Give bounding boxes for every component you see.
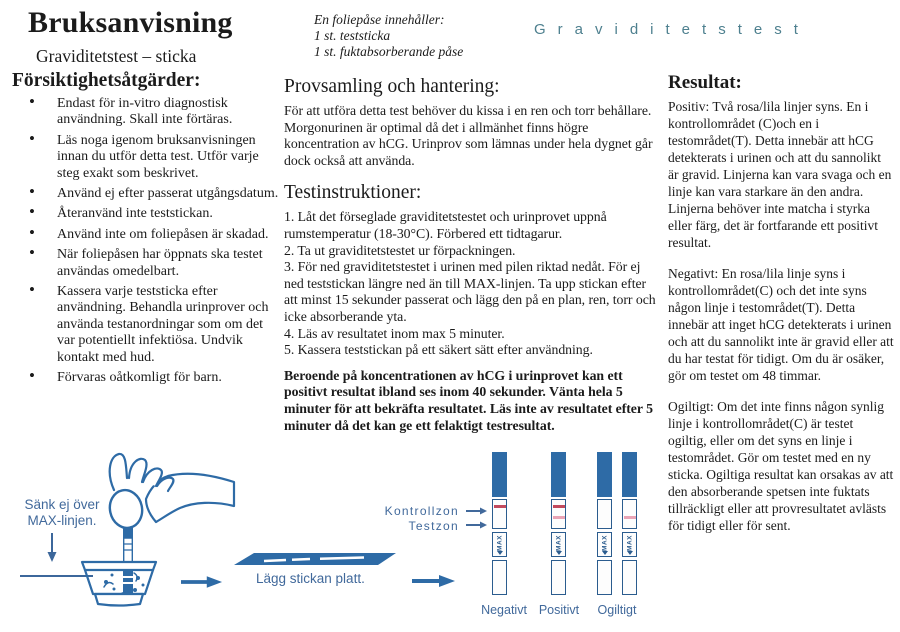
max-label: MAX <box>555 534 562 551</box>
stick-blue-top <box>597 452 612 497</box>
right-arrow-icon <box>181 575 223 589</box>
stick-caption-invalid: Ogiltigt <box>597 603 637 617</box>
stick-handle <box>597 560 612 595</box>
lay-flat-label: Lägg stickan platt. <box>256 571 365 586</box>
test-line <box>624 516 636 519</box>
precautions-section <box>12 70 280 391</box>
precautions-list <box>12 96 280 387</box>
precaution-item: • Endast för in-vitro diagnostisk användning. Skall inte förtäras. <box>12 96 280 129</box>
timing-warning-note: Beroende på koncentrationen av hCG i urinprovet kan ett positivt resultat ibland ses inom 40 sekunder. Vänta hela 5 minuter för att bekräfta resultatet. Läs inte av resultatet efter 5 minuter då det kan ge ett felaktigt testresultat. <box>284 367 653 433</box>
result-negative-text: Negativt: En rosa/lila linje syns i kontrollområdet(C) och det inte syns någon linje i testområdet(T). Detta innebär att inget hCG detekterats i urinen och att du sannolikt inte är gravid eller att du har testat för tidigt. Om du är osäker, gör om testet om 48 timmar. <box>668 266 894 383</box>
precaution-item: • Använd inte om foliepåsen är skadad. <box>12 227 280 243</box>
result-positive-text: Positiv: Två rosa/lila linjer syns. En i kontrollområdet (C)och en i testområdet(T). Detta innebär att hCG detekterats i urinen och att du sannolikt är gravid. Linjerna kan vara svaga och en linje kan vara starkare än den andra. Linjerna behöver inte matcha i styrka eller färg, det är fortfarande ett positivt resultat. <box>668 99 892 250</box>
test-stick-positive <box>551 452 566 598</box>
test-stick-invalid-testline-only <box>622 452 637 598</box>
page-subtitle: Graviditetstest – sticka <box>36 46 197 66</box>
result-window <box>551 499 566 529</box>
test-stick-invalid-blank <box>597 452 612 598</box>
precaution-item: • Kassera varje teststicka efter användning. Behandla urinprover och använda testanordningar som om det var potentiellt infektiösa. Undvik kontakt med hud. <box>12 284 280 366</box>
test-stick-negative <box>492 452 507 598</box>
results-section <box>668 72 894 548</box>
pouch-note-line: 1 st. teststicka <box>314 28 391 43</box>
stick-caption-positive: Positivt <box>538 603 580 617</box>
brand-wordmark: Graviditetstest <box>534 21 810 38</box>
stick-blue-top <box>551 452 566 497</box>
zone-pointer-arrow-icon <box>466 521 488 529</box>
right-arrow-icon <box>412 574 456 588</box>
zone-pointer-arrow-icon <box>466 507 488 515</box>
instruction-step: 4. Läs av resultatet inom max 5 minuter. <box>284 325 505 341</box>
control-line <box>553 505 565 508</box>
precaution-item: • Läs noga igenom bruksanvisningen innan du utför detta test. Utför varje steg exakt som beskrivet. <box>12 133 280 182</box>
max-label: MAX <box>626 534 633 551</box>
cup-body <box>85 570 153 594</box>
max-label: MAX <box>496 534 503 551</box>
results-heading: Resultat: <box>668 72 742 93</box>
pouch-note-line: En foliepåse innehåller: <box>314 12 445 27</box>
max-box <box>622 532 637 557</box>
page-title: Bruksanvisning <box>28 6 233 39</box>
instruction-step: 1. Låt det förseglade graviditetstestet och urinprovet uppnå rumstemperatur (18-30°C). Förbered ett tidtagarur. <box>284 209 607 241</box>
result-window <box>622 499 637 529</box>
stick-handle <box>492 560 507 595</box>
instructions-heading: Testinstruktioner: <box>284 182 422 204</box>
stick-blue-top <box>622 452 637 497</box>
pouch-contents-note <box>314 12 463 60</box>
test-line <box>553 516 565 519</box>
max-line-warning-label: Sänk ej över MAX-linjen. <box>24 497 100 528</box>
instruction-step: 2. Ta ut graviditetstestet ur förpackningen. <box>284 242 516 258</box>
sampling-body: För att utföra detta test behöver du kissa i en ren och torr behållare. Morgonurinen är optimal då det i allmänhet finns högre koncentration av hCG. Urinprov som lämnas under hela dygnet går dock också att använda. <box>284 103 653 168</box>
thumb <box>106 487 145 531</box>
stick-blue-top <box>492 452 507 497</box>
result-window <box>597 499 612 529</box>
control-line <box>494 505 506 508</box>
stick-caption-negative: Negativt <box>481 603 527 617</box>
instruction-step: 3. För ned graviditetstestet i urinen med pilen riktad nedåt. För ej ned teststickan längre ned än till MAX-linjen. Ta upp stickan efter att minst 15 sekunder passerat och lägg den på en plan, ren, torr och icke absorberande yta. <box>284 259 656 324</box>
stick-handle <box>551 560 566 595</box>
pouch-note-line: 1 st. fuktabsorberande påse <box>314 44 464 59</box>
instruction-step: 5. Kassera teststickan på ett säkert sätt efter användning. <box>284 342 593 358</box>
max-box <box>551 532 566 557</box>
max-box <box>597 532 612 557</box>
max-box <box>492 532 507 557</box>
max-label: MAX <box>601 534 608 551</box>
cup-base <box>95 594 143 606</box>
sampling-heading: Provsamling och hantering: <box>284 76 500 97</box>
result-window <box>492 499 507 529</box>
precautions-heading: Försiktighetsåtgärder: <box>12 70 201 91</box>
flat-stick-illustration <box>232 546 398 570</box>
precaution-item: • När foliepåsen har öppnats ska testet användas omedelbart. <box>12 247 280 280</box>
precaution-item: • Återanvänd inte teststickan. <box>12 206 280 222</box>
stick-handle <box>622 560 637 595</box>
down-arrow-icon <box>46 533 58 563</box>
control-zone-label: Kontrollzon <box>384 504 459 518</box>
test-zone-label: Testzon <box>408 519 459 533</box>
middle-column <box>284 76 662 434</box>
precaution-item: • Använd ej efter passerat utgångsdatum. <box>12 186 280 202</box>
result-invalid-text: Ogiltigt: Om det inte finns någon synlig linje i kontrollområdet(C) är testet ogiltig, eller om det syns en linje i testområdet. Gör om testet med en ny sticka. Ogiltiga resultat kan orsakas av att den absorberande spetsen inte fuktats tillräckligt eller att provresultatet avlästs för tidigt eller för sent. <box>668 399 894 533</box>
cup-rim <box>82 562 156 570</box>
precaution-item: • Förvaras oåtkomligt för barn. <box>12 370 280 386</box>
